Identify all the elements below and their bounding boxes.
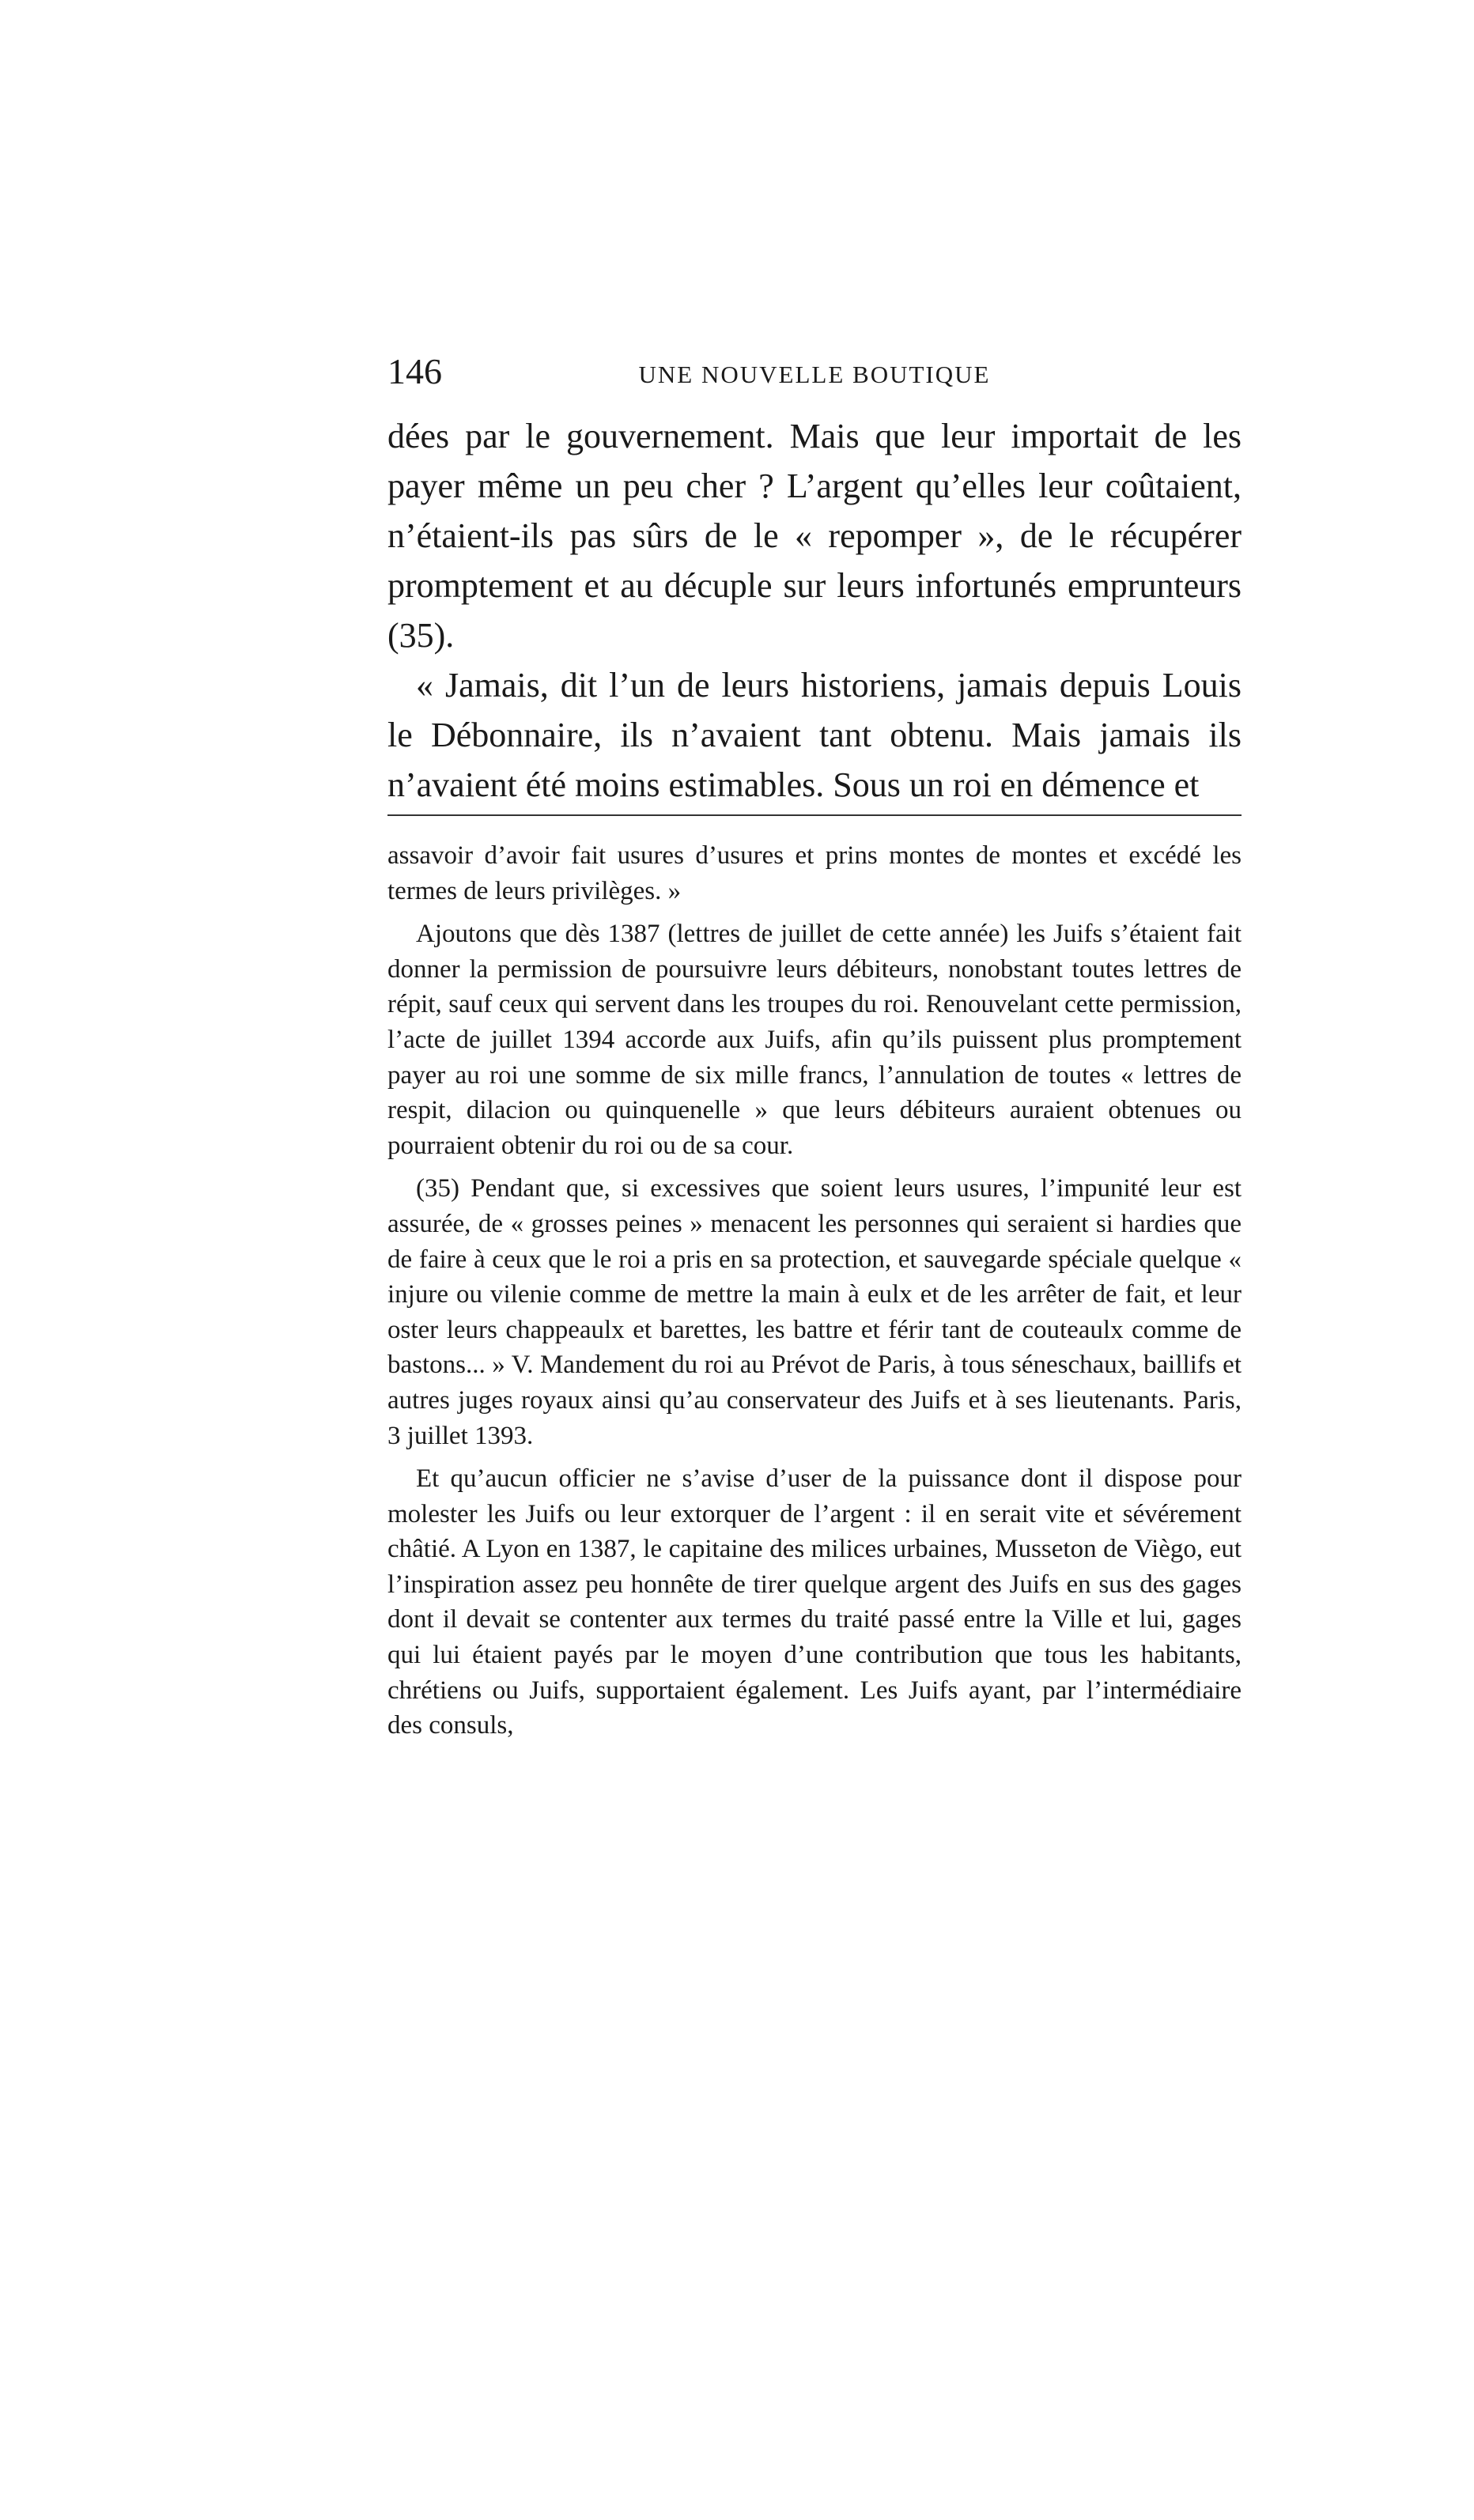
footnote-paragraph: Ajoutons que dès 1387 (lettres de juillet de cette année) les Juifs s’étaient fait donner la permission de poursuivre leurs débiteurs, nonobstant toutes lettres de répit, sauf ceux qui servent dans les troupes du roi. Renouvelant cette permission, l’acte de juillet 1394 accorde aux Juifs, afin qu’ils puissent plus promptement payer au roi une somme de six mille francs, l’annulation de toutes « lettres de respit, dilacion ou quinquenelle » que leurs débiteurs auraient obtenues ou pourraient obtenir du roi ou de sa cour. [387,920,1242,1160]
footnote-paragraph: Et qu’aucun officier ne s’avise d’user de la puissance dont il dispose pour molester les Juifs ou leur extorquer de l’argent : il en serait vite et sévérement châtié. A Lyon en 1387, le capitaine des milices urbaines, Musseton de Viègo, eut l’inspiration assez peu honnête de tirer quelque argent des Juifs en sus des gages dont il devait se contenter aux termes du traité passé entre la Ville et lui, gages qui lui étaient payés par le moyen d’une contribution que tous les habitants, chrétiens ou Juifs, supportaient également. Les Juifs ayant, par l’intermédiaire des consuls, [387,1464,1242,1740]
page-number: 146 [387,351,442,391]
footnotes [387,838,1242,1751]
footnote-paragraph: (35) Pendant que, si excessives que soient leurs usures, l’impunité leur est assurée, de « grosses peines » menacent les personnes qui seraient si hardies que de faire à ceux que le roi a pris en sa protection, et sauvegarde spéciale quelque « injure ou vilenie comme de mettre la main à eulx et de les arrêter de fait, et leur oster leurs chappeaulx et barettes, les battre et férir tant de couteaulx comme de bastons... » V. Mandement du roi au Prévot de Paris, à tous séneschaux, baillifs et autres juges royaux ainsi qu’au conservateur des Juifs et à ses lieutenants. Paris, 3 juillet 1393. [387,1174,1242,1450]
body-paragraph: « Jamais, dit l’un de leurs historiens, jamais depuis Louis le Débonnaire, ils n’avaient tant obtenu. Mais jamais ils n’avaient été moins estimables. Sous un roi en démence et [387,666,1242,804]
page-header [387,348,1242,395]
footnote-separator [387,814,1242,816]
footnote-paragraph: assavoir d’avoir fait usures d’usures et prins montes de montes et excédé les termes de leurs privilèges. » [387,841,1242,905]
main-body-text [387,411,1242,810]
running-head: UNE NOUVELLE BOUTIQUE [638,361,991,388]
body-paragraph: dées par le gouvernement. Mais que leur importait de les payer même un peu cher ? L’argent qu’elles leur coûtaient, n’étaient-ils pas sûrs de le « repomper », de le récupérer promptement et au décuple sur leurs infortunés emprunteurs (35). [387,417,1242,655]
